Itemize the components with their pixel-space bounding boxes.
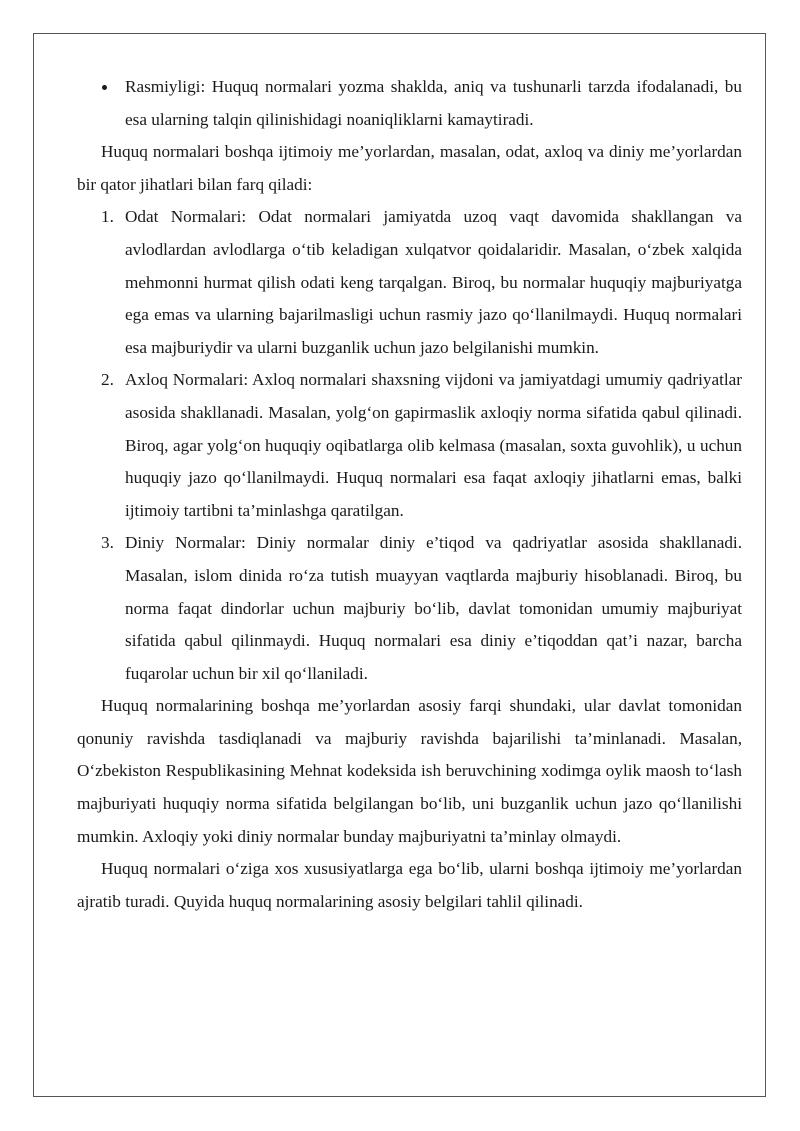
numbered-list-item	[77, 201, 742, 364]
list-item-text: Diniy Normalar: Diniy normalar diniy e’tiqod va qadriyatlar asosida shakllanadi. Masalan, islom dinida ro‘za tutish muayyan vaqtlarda majburiy hisoblanadi. Biroq, bu norma faqat dindorlar uchun majburiy bo‘lib, davlat tomonidan umumiy majburiyat sifatida qabul qilinmaydi. Huquq normalari esa diniy e’tiqoddan qat’i nazar, barcha fuqarolar uchun bir xil qo‘llaniladi.	[125, 533, 742, 683]
list-item-text: Axloq Normalari: Axloq normalari shaxsning vijdoni va jamiyatdagi umumiy qadriyatlar asosida shakllanadi. Masalan, yolg‘on gapirmaslik axloqiy norma sifatida qabul qilinadi. Biroq, agar yolg‘on huquqiy oqibatlarga olib kelmasa (masalan, soxta guvohlik), u uchun huquqiy jazo qo‘llanilmaydi. Huquq normalari esa faqat axloqiy jihatlarni emas, balki ijtimoiy tartibni ta’minlashga qaratilgan.	[125, 370, 742, 520]
numbered-list-item	[77, 364, 742, 527]
list-item-text: Odat Normalari: Odat normalari jamiyatda uzoq vaqt davomida shakllangan va avlodlardan avlodlarga o‘tib keladigan xulqatvor qoidalaridir. Masalan, o‘zbek xalqida mehmonni hurmat qilish odati keng tarqalgan. Biroq, bu normalar huquqiy majburiyatga ega emas va ularning bajarilmasligi uchun rasmiy jazo qo‘llanilmaydi. Huquq normalari esa majburiydir va ularni buzganlik uchun jazo belgilanishi mumkin.	[125, 207, 742, 357]
paragraph: Huquq normalari o‘ziga xos xususiyatlarga ega bo‘lib, ularni boshqa ijtimoiy me’yorlardan ajratib turadi. Quyida huquq normalarining asosiy belgilari tahlil qilinadi.	[77, 859, 742, 911]
bullet-list-item	[77, 71, 742, 136]
numbered-list-item	[77, 527, 742, 690]
bullet-item-text: Rasmiyligi: Huquq normalari yozma shaklda, aniq va tushunarli tarzda ifodalanadi, bu esa ularning talqin qilinishidagi noaniqliklarni kamaytiradi.	[125, 77, 742, 129]
paragraph: Huquq normalari boshqa ijtimoiy me’yorlardan, masalan, odat, axloq va diniy me’yorlardan bir qator jihatlari bilan farq qiladi:	[77, 142, 742, 194]
paragraph: Huquq normalarining boshqa me’yorlardan asosiy farqi shundaki, ular davlat tomonidan qonuniy ravishda tasdiqlanadi va majburiy ravishda bajarilishi ta’minlanadi. Masalan, O‘zbekiston Respublikasining Mehnat kodeksida ish beruvchining xodimga oylik maosh to‘lash majburiyati huquqiy norma sifatida belgilangan bo‘lib, uni buzganlik uchun jazo qo‘llanilishi mumkin. Axloqiy yoki diniy normalar bunday majburiyatni ta’minlay olmaydi.	[77, 696, 742, 846]
list-number: 2.	[101, 370, 114, 390]
bullet-icon	[102, 85, 107, 90]
document-body	[77, 71, 742, 918]
list-number: 1.	[101, 207, 114, 227]
list-number: 3.	[101, 533, 114, 553]
